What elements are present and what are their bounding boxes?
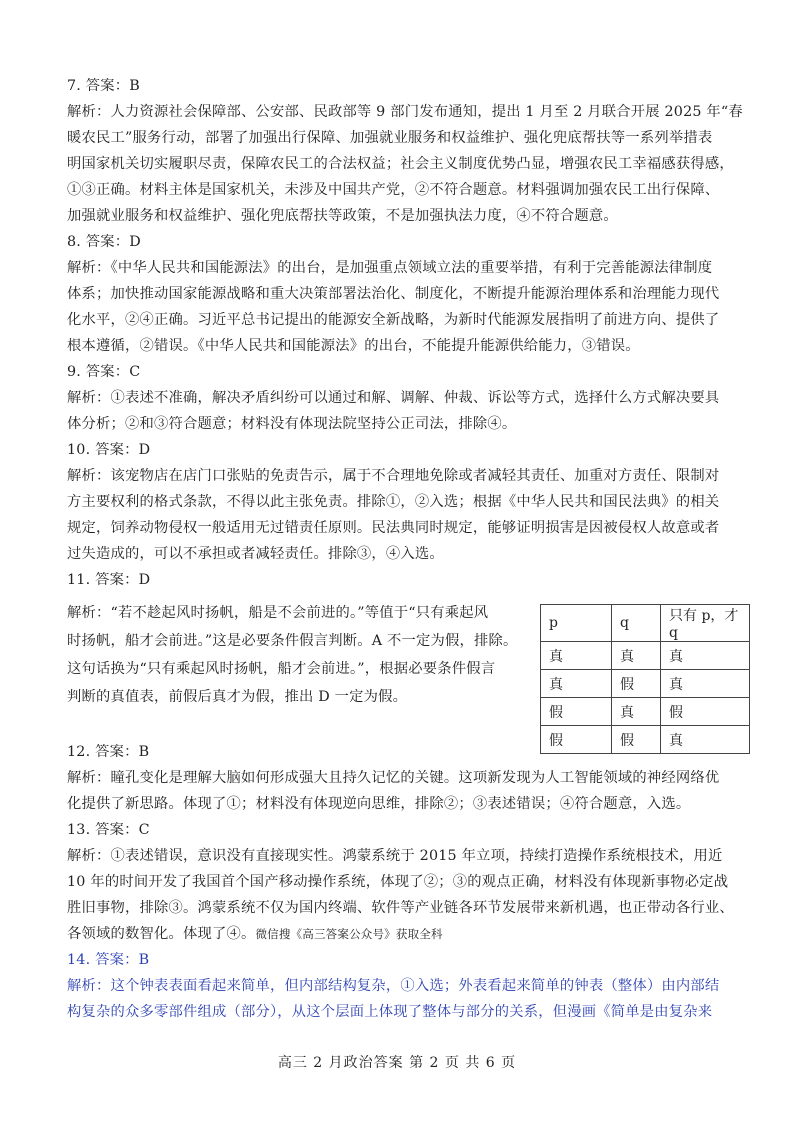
truth-table-header <box>541 605 750 642</box>
table-cell: 假 <box>541 726 612 754</box>
q10-line-4: 过失造成的，可以不承担或者减轻责任。排除③，④入选。 <box>67 546 444 562</box>
table-row <box>541 670 750 698</box>
q13-last-text: 各领域的数智化。体现了④。 <box>67 926 256 942</box>
q7-line-3: 明国家机关切实履职尽责，保障农民工的合法权益；社会主义制度优势凸显，增强农民工幸福感获得感， <box>67 156 734 172</box>
header-cell: 只有 p，才 q <box>661 605 750 642</box>
q7-line-5: 加强就业服务和权益维护、强化兜底帮扶等政策，不是加强执法力度，④不符合题意。 <box>67 208 618 224</box>
q8-line-2: 体系；加快推动国家能源战略和重大决策部署法治化、制度化，不断提升能源治理体系和治理能力现代 <box>67 286 720 302</box>
q11-line-1: 解析：“若不趁起风时扬帆，船是不会前进的。”等值于“只有乘起风 <box>67 605 489 621</box>
table-cell: 真 <box>612 642 661 670</box>
header-cell: q <box>612 605 661 642</box>
table-cell: 假 <box>612 670 661 698</box>
table-row <box>541 642 750 670</box>
q14-line-2: 构复杂的众多零部件组成（部分），从这个层面上体现了整体与部分的关系，但漫画《简单是由复杂来 <box>67 1004 713 1020</box>
page-footer: 高三 2 月政治答案 第 2 页 共 6 页 <box>277 1055 517 1071</box>
q13-line-4 <box>67 924 443 944</box>
q11-line-4: 判断的真值表，前假后真才为假，推出 D 一定为假。 <box>67 689 408 705</box>
table-cell: 真 <box>541 670 612 698</box>
q7-line-4: ①③正确。材料主体是国家机关，未涉及中国共产党，②不符合题意。材料强调加强农民工出行保障、 <box>67 182 720 198</box>
q11-answer: 11. 答案：D <box>67 572 151 588</box>
q7-line-1: 解析：人力资源社会保障部、公安部、民政部等 9 部门发布通知，提出 1 月至 2 月联合开展 2025 年“春 <box>67 104 743 120</box>
q13-line-1: 解析：①表述错误，意识没有直接现实性。鸿蒙系统于 2015 年立项，持续打造操作系统根技术，用近 <box>67 848 723 864</box>
table-cell: 真 <box>661 726 750 754</box>
q12-line-2: 化提供了新思路。体现了①；材料没有体现逆向思维，排除②；③表述错误；④符合题意，入选。 <box>67 796 691 812</box>
q11-line-2: 时扬帆，船才会前进。”这是必要条件假言判断。A 不一定为假，排除。 <box>67 633 518 649</box>
table-cell: 假 <box>661 698 750 726</box>
table-cell: 真 <box>612 698 661 726</box>
q12-answer: 12. 答案：B <box>67 744 150 760</box>
table-cell: 假 <box>612 726 661 754</box>
q9-line-1: 解析：①表述不准确，解决矛盾纠纷可以通过和解、调解、仲裁、诉讼等方式，选择什么方式解决要具 <box>67 390 720 406</box>
watermark-text: 微信搜《高三答案公众号》获取全科 <box>255 927 443 941</box>
table-cell: 真 <box>541 642 612 670</box>
q10-answer: 10. 答案：D <box>67 442 151 458</box>
q10-line-3: 规定，饲养动物侵权一般适用无过错责任原则。民法典同时规定，能够证明损害是因被侵权人故意或者 <box>67 520 720 536</box>
q9-line-2: 体分析；②和③符合题意；材料没有体现法院坚持公正司法，排除④。 <box>67 416 517 432</box>
q10-line-1: 解析：该宠物店在店门口张贴的免责告示，属于不合理地免除或者减轻其责任、加重对方责任、限制对 <box>67 468 720 484</box>
q13-answer: 13. 答案：C <box>67 822 150 838</box>
table-cell: 假 <box>541 698 612 726</box>
q9-answer: 9. 答案：C <box>67 364 141 380</box>
q12-line-1: 解析：瞳孔变化是理解大脑如何形成强大且持久记忆的关键。这项新发现为人工智能领域的神经网络优 <box>67 770 720 786</box>
q13-line-2: 10 年的时间开发了我国首个国产移动操作系统，体现了②；③的观点正确，材料没有体现新事物必定战 <box>67 874 729 890</box>
table-cell: 真 <box>661 670 750 698</box>
q14-answer: 14. 答案：B <box>67 952 150 968</box>
q8-line-4: 根本遵循，②错误。《中华人民共和国能源法》的出台，不能提升能源供给能力，③错误。 <box>67 338 640 354</box>
q8-answer: 8. 答案：D <box>67 234 141 250</box>
q7-line-2: 暖农民工”服务行动，部署了加强出行保障、加强就业服务和权益维护、强化兜底帮扶等一系列举措表 <box>67 130 713 146</box>
table-cell: 真 <box>661 642 750 670</box>
table-row <box>541 726 750 754</box>
q8-line-3: 化水平，②④正确。习近平总书记提出的能源安全新战略，为新时代能源发展指明了前进方向、提供了 <box>67 312 720 328</box>
q7-answer: 7. 答案：B <box>67 78 140 94</box>
q14-line-1: 解析：这个钟表表面看起来简单，但内部结构复杂，①入选；外表看起来简单的钟表（整体）由内部结 <box>67 978 720 994</box>
truth-table <box>540 604 750 754</box>
header-cell: p <box>541 605 612 642</box>
table-row <box>541 698 750 726</box>
q13-line-3: 胜旧事物，排除③。鸿蒙系统不仅为国内终端、软件等产业链各环节发展带来新机遇，也正带动各行业、 <box>67 900 734 916</box>
q8-line-1: 解析：《中华人民共和国能源法》的出台，是加强重点领域立法的重要举措，有利于完善能源法律制度 <box>67 260 713 276</box>
q11-line-3: 这句话换为“只有乘起风时扬帆，船才会前进。”，根据必要条件假言 <box>67 661 496 677</box>
q10-line-2: 方主要权利的格式条款，不得以此主张免责。排除①，②入选；根据《中华人民共和国民法典》的相关 <box>67 494 720 510</box>
